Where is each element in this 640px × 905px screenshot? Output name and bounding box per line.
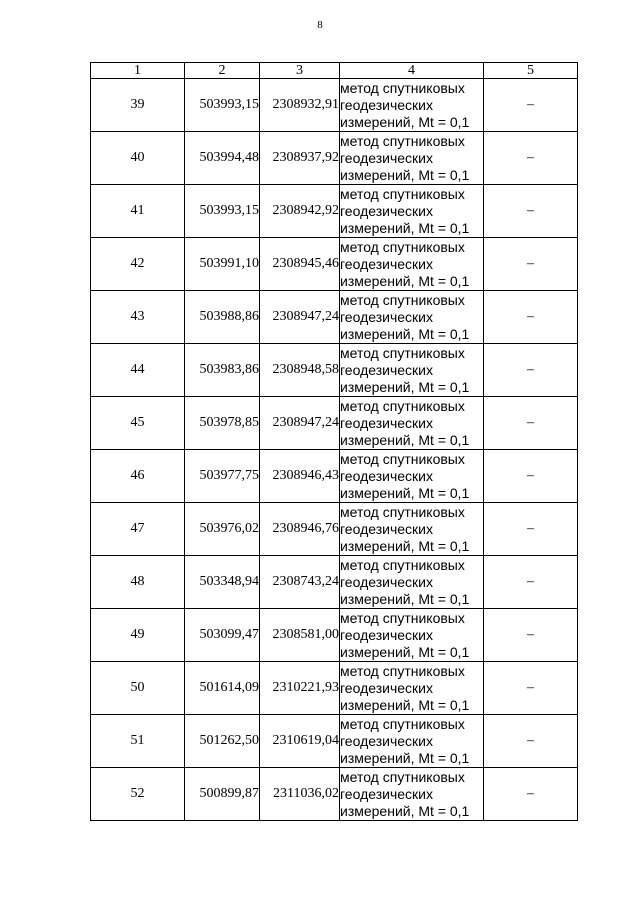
- note-cell: –: [484, 344, 578, 397]
- table-row: [91, 768, 578, 821]
- note-cell: –: [484, 238, 578, 291]
- method-text: метод спутниковых: [340, 768, 465, 785]
- method-text: геодезических: [340, 626, 433, 643]
- method-text: геодезических: [340, 308, 433, 325]
- header-col-1: 1: [91, 63, 185, 79]
- method-text: измерений, Mt = 0,1: [340, 272, 470, 289]
- point-number: 48: [91, 556, 185, 609]
- coordinate-x: 503993,15: [185, 185, 260, 238]
- note-cell: –: [484, 609, 578, 662]
- method-text: измерений, Mt = 0,1: [340, 378, 470, 395]
- note-cell: –: [484, 450, 578, 503]
- method-text: геодезических: [340, 520, 433, 537]
- method-text: измерений, Mt = 0,1: [340, 590, 470, 607]
- table-row: [91, 238, 578, 291]
- method-text: геодезических: [340, 467, 433, 484]
- method-text: геодезических: [340, 679, 433, 696]
- coordinate-x: 503977,75: [185, 450, 260, 503]
- point-number: 41: [91, 185, 185, 238]
- coordinate-x: 503994,48: [185, 132, 260, 185]
- method-text: измерений, Mt = 0,1: [340, 219, 470, 236]
- header-col-5: 5: [484, 63, 578, 79]
- table-row: [91, 397, 578, 450]
- point-number: 49: [91, 609, 185, 662]
- method-cell: [340, 238, 484, 291]
- table-row: [91, 291, 578, 344]
- note-cell: –: [484, 397, 578, 450]
- coordinate-x: 503991,10: [185, 238, 260, 291]
- coordinate-y: 2308581,00: [260, 609, 340, 662]
- header-col-2: 2: [185, 63, 260, 79]
- point-number: 44: [91, 344, 185, 397]
- header-row: [91, 63, 578, 79]
- coordinate-y: 2308947,24: [260, 397, 340, 450]
- point-number: 43: [91, 291, 185, 344]
- point-number: 45: [91, 397, 185, 450]
- note-cell: –: [484, 291, 578, 344]
- method-cell: [340, 768, 484, 821]
- method-cell: [340, 291, 484, 344]
- header-col-4: 4: [340, 63, 484, 79]
- method-text: метод спутниковых: [340, 397, 465, 414]
- table-row: [91, 79, 578, 132]
- coordinate-x: 503978,85: [185, 397, 260, 450]
- method-text: метод спутниковых: [340, 132, 465, 149]
- coordinate-x: 501614,09: [185, 662, 260, 715]
- method-text: метод спутниковых: [340, 609, 465, 626]
- coordinate-x: 500899,87: [185, 768, 260, 821]
- coordinate-x: 503976,02: [185, 503, 260, 556]
- note-cell: –: [484, 715, 578, 768]
- method-text: геодезических: [340, 732, 433, 749]
- method-text: метод спутниковых: [340, 185, 465, 202]
- point-number: 39: [91, 79, 185, 132]
- method-text: измерений, Mt = 0,1: [340, 643, 470, 660]
- coordinate-y: 2308946,76: [260, 503, 340, 556]
- method-cell: [340, 450, 484, 503]
- coordinate-x: 503993,15: [185, 79, 260, 132]
- coordinate-x: 501262,50: [185, 715, 260, 768]
- point-number: 42: [91, 238, 185, 291]
- method-text: метод спутниковых: [340, 556, 465, 573]
- method-text: геодезических: [340, 414, 433, 431]
- method-text: измерений, Mt = 0,1: [340, 749, 470, 766]
- coordinate-y: 2310221,93: [260, 662, 340, 715]
- coordinate-x: 503348,94: [185, 556, 260, 609]
- method-text: геодезических: [340, 202, 433, 219]
- coordinate-y: 2308942,92: [260, 185, 340, 238]
- method-cell: [340, 132, 484, 185]
- method-text: метод спутниковых: [340, 662, 465, 679]
- coordinate-x: 503988,86: [185, 291, 260, 344]
- method-cell: [340, 79, 484, 132]
- method-text: измерений, Mt = 0,1: [340, 802, 470, 819]
- note-cell: –: [484, 662, 578, 715]
- table-row: [91, 609, 578, 662]
- note-cell: –: [484, 79, 578, 132]
- table-row: [91, 503, 578, 556]
- point-number: 47: [91, 503, 185, 556]
- method-text: измерений, Mt = 0,1: [340, 166, 470, 183]
- note-cell: –: [484, 185, 578, 238]
- note-cell: –: [484, 768, 578, 821]
- point-number: 50: [91, 662, 185, 715]
- coordinate-y: 2308932,91: [260, 79, 340, 132]
- method-cell: [340, 662, 484, 715]
- method-cell: [340, 344, 484, 397]
- coordinate-y: 2308743,24: [260, 556, 340, 609]
- method-text: метод спутниковых: [340, 450, 465, 467]
- table-row: [91, 662, 578, 715]
- point-number: 51: [91, 715, 185, 768]
- header-col-3: 3: [260, 63, 340, 79]
- coordinate-y: 2311036,02: [260, 768, 340, 821]
- note-cell: –: [484, 132, 578, 185]
- coordinate-y: 2308937,92: [260, 132, 340, 185]
- method-text: измерений, Mt = 0,1: [340, 484, 470, 501]
- method-text: измерений, Mt = 0,1: [340, 325, 470, 342]
- method-cell: [340, 556, 484, 609]
- coordinates-table: [90, 62, 578, 821]
- coordinate-x: 503099,47: [185, 609, 260, 662]
- table-row: [91, 344, 578, 397]
- point-number: 46: [91, 450, 185, 503]
- method-cell: [340, 185, 484, 238]
- page-number: 8: [317, 19, 323, 31]
- method-text: метод спутниковых: [340, 291, 465, 308]
- point-number: 52: [91, 768, 185, 821]
- note-cell: –: [484, 503, 578, 556]
- method-text: метод спутниковых: [340, 715, 465, 732]
- method-text: измерений, Mt = 0,1: [340, 537, 470, 554]
- method-text: метод спутниковых: [340, 79, 465, 96]
- method-text: метод спутниковых: [340, 503, 465, 520]
- method-cell: [340, 397, 484, 450]
- table-row: [91, 450, 578, 503]
- method-cell: [340, 715, 484, 768]
- point-number: 40: [91, 132, 185, 185]
- method-text: геодезических: [340, 96, 433, 113]
- table-row: [91, 715, 578, 768]
- coordinate-x: 503983,86: [185, 344, 260, 397]
- method-cell: [340, 503, 484, 556]
- method-text: метод спутниковых: [340, 344, 465, 361]
- table-row: [91, 556, 578, 609]
- coordinate-y: 2308947,24: [260, 291, 340, 344]
- table-row: [91, 132, 578, 185]
- method-text: геодезических: [340, 573, 433, 590]
- method-text: измерений, Mt = 0,1: [340, 113, 470, 130]
- table-row: [91, 185, 578, 238]
- method-text: измерений, Mt = 0,1: [340, 431, 470, 448]
- method-text: метод спутниковых: [340, 238, 465, 255]
- method-cell: [340, 609, 484, 662]
- method-text: геодезических: [340, 361, 433, 378]
- method-text: измерений, Mt = 0,1: [340, 696, 470, 713]
- method-text: геодезических: [340, 785, 433, 802]
- method-text: геодезических: [340, 149, 433, 166]
- coordinate-y: 2310619,04: [260, 715, 340, 768]
- method-text: геодезических: [340, 255, 433, 272]
- coordinate-y: 2308945,46: [260, 238, 340, 291]
- note-cell: –: [484, 556, 578, 609]
- coordinate-y: 2308948,58: [260, 344, 340, 397]
- coordinate-y: 2308946,43: [260, 450, 340, 503]
